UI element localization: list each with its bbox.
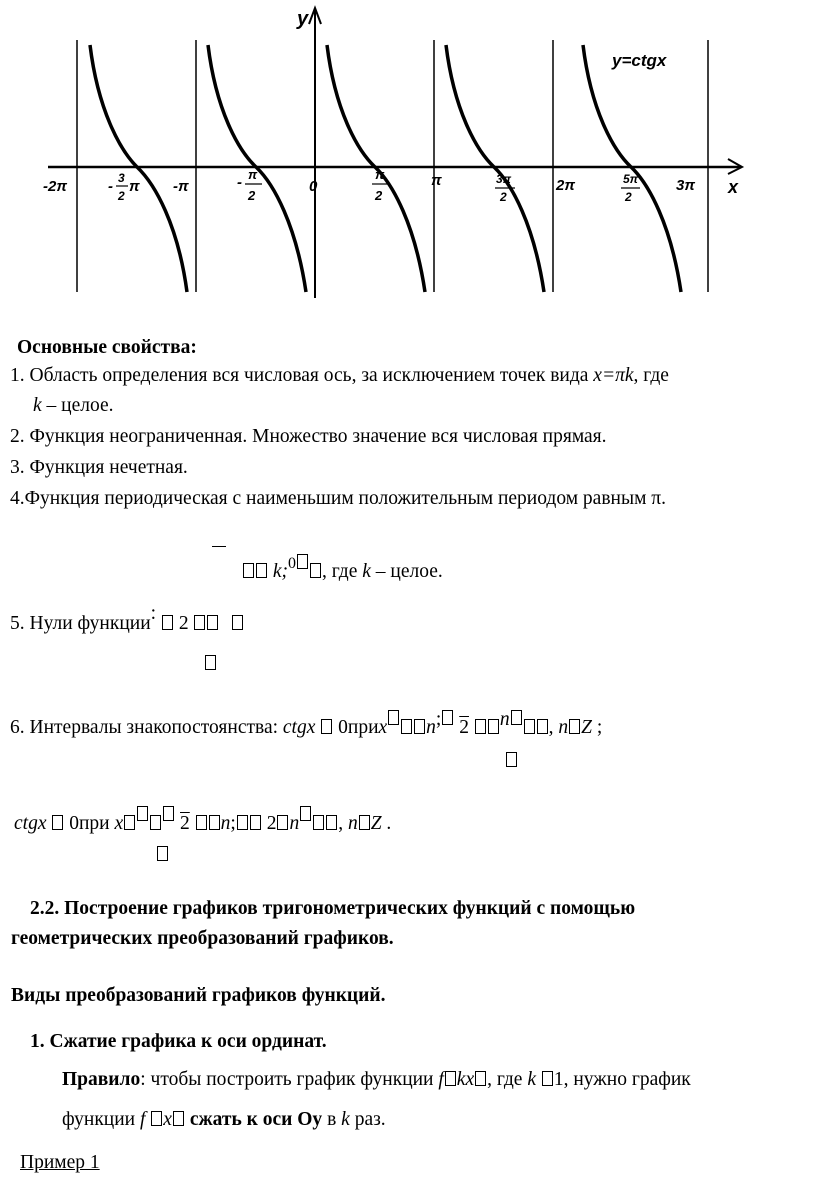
property-5-colon: : bbox=[150, 603, 157, 624]
missing-glyph bbox=[475, 1071, 486, 1086]
formula-tail-k: k bbox=[362, 561, 371, 582]
tick-label: 0 bbox=[309, 178, 318, 195]
missing-glyph bbox=[401, 719, 412, 734]
property-2: 2. Функция неограниченная. Множество значение вся числовая прямая. bbox=[10, 426, 607, 447]
property-6-ctgx: ctgx bbox=[282, 717, 316, 738]
y-axis-label: y bbox=[297, 8, 309, 30]
missing-glyph bbox=[52, 815, 63, 830]
property-7-comma: , bbox=[338, 813, 348, 834]
property-7-z: Z bbox=[370, 813, 382, 834]
missing-glyph bbox=[162, 615, 173, 630]
rule-text-c: , нужно график bbox=[563, 1069, 691, 1090]
missing-glyph bbox=[297, 554, 308, 569]
property-5-sub bbox=[204, 655, 217, 674]
rule2-text: функции bbox=[62, 1109, 140, 1130]
missing-glyph bbox=[569, 719, 580, 734]
property-1-text: 1. Область определения вся числовая ось, за исключением точек вида bbox=[10, 365, 594, 386]
transformations-heading: Виды преобразований графиков функций. bbox=[11, 985, 386, 1006]
property-7-n: n bbox=[220, 813, 231, 834]
missing-glyph bbox=[232, 615, 243, 630]
rule2-bold: сжать к оси Оу bbox=[184, 1109, 323, 1130]
missing-glyph bbox=[326, 815, 337, 830]
section-2-heading-line2: геометрических преобразований графиков. bbox=[11, 928, 394, 949]
property-1-continuation-text: – целое. bbox=[41, 395, 114, 416]
formula-bar bbox=[212, 546, 226, 547]
rule-label: Правило bbox=[62, 1069, 141, 1090]
tick-label: π bbox=[248, 167, 258, 182]
tick-label: - bbox=[108, 178, 113, 195]
missing-glyph bbox=[243, 563, 254, 578]
tick-label: 3π bbox=[496, 172, 512, 186]
property-4: 4.Функция периодическая с наименьшим положительным периодом равным π. bbox=[10, 488, 667, 509]
rule-line-1 bbox=[62, 1068, 691, 1092]
property-1-text-end: , где bbox=[633, 365, 669, 386]
property-5-text: 5. Нули функции bbox=[10, 613, 151, 634]
missing-glyph bbox=[442, 710, 453, 725]
formula-tail-end: – целое. bbox=[370, 561, 443, 582]
property-6-a: 0при bbox=[338, 717, 379, 738]
property-7-nz: n bbox=[347, 813, 358, 834]
missing-glyph bbox=[205, 655, 216, 670]
rule-text: : чтобы построить график функции bbox=[140, 1069, 439, 1090]
missing-glyph bbox=[137, 806, 148, 821]
property-6-two: 2 bbox=[459, 717, 469, 738]
formula-tail: , где bbox=[322, 561, 363, 582]
property-6-end: ; bbox=[591, 717, 603, 738]
tick-label: 2 bbox=[625, 190, 632, 204]
property-7-two: 2 bbox=[180, 813, 190, 834]
example-1-label: Пример 1 bbox=[20, 1152, 100, 1173]
missing-glyph bbox=[488, 719, 499, 734]
function-label: y=ctgx bbox=[612, 51, 667, 70]
missing-glyph bbox=[124, 815, 135, 830]
formula-zero: 0 bbox=[288, 555, 297, 572]
property-7 bbox=[14, 806, 391, 836]
missing-glyph bbox=[250, 815, 261, 830]
property-7-x: x bbox=[114, 813, 124, 834]
property-7-semi: ; bbox=[230, 813, 236, 834]
property-1-continuation bbox=[33, 394, 114, 418]
tick-label: 5π bbox=[623, 172, 639, 186]
missing-glyph bbox=[173, 1111, 184, 1126]
tick-label: -π bbox=[173, 178, 189, 195]
tick-label: π bbox=[431, 172, 442, 189]
property-3: 3. Функция нечетная. bbox=[10, 457, 188, 478]
cotangent-curves bbox=[90, 45, 681, 292]
missing-glyph bbox=[321, 719, 332, 734]
rule2-x: x bbox=[163, 1109, 172, 1130]
property-6-semi: ; bbox=[435, 709, 442, 730]
property-6-text: 6. Интервалы знакопостоянства: bbox=[10, 717, 283, 738]
tick-label: π bbox=[375, 167, 385, 182]
property-6 bbox=[10, 708, 602, 740]
missing-glyph bbox=[313, 815, 324, 830]
property-7-end: . bbox=[381, 813, 392, 834]
tick-label: 2π bbox=[556, 177, 576, 194]
missing-glyph bbox=[542, 1071, 553, 1086]
missing-glyph bbox=[196, 815, 207, 830]
property-6-n: n bbox=[426, 717, 436, 738]
property-5-two: 2 bbox=[178, 613, 189, 634]
tick-label: 3 bbox=[118, 171, 125, 185]
missing-glyph bbox=[359, 815, 370, 830]
missing-glyph bbox=[194, 615, 205, 630]
missing-glyph bbox=[506, 752, 517, 767]
x-axis-label: x bbox=[728, 177, 739, 197]
property-6-comma: , bbox=[548, 717, 559, 738]
missing-glyph bbox=[150, 815, 161, 830]
section-2-heading: 2.2. Построение графиков тригонометрических функций с помощью bbox=[30, 898, 636, 919]
missing-glyph bbox=[163, 806, 174, 821]
property-1-formula: x=πk bbox=[593, 365, 634, 386]
property-6-x: x bbox=[378, 717, 388, 738]
property-1 bbox=[10, 364, 669, 388]
missing-glyph bbox=[537, 719, 548, 734]
missing-glyph bbox=[511, 710, 522, 725]
rule2-k: k bbox=[341, 1109, 350, 1130]
rule-kx: kx bbox=[456, 1069, 475, 1090]
missing-glyph bbox=[256, 563, 267, 578]
missing-glyph bbox=[300, 806, 311, 821]
missing-glyph bbox=[237, 815, 248, 830]
missing-glyph bbox=[157, 846, 168, 861]
missing-glyph bbox=[310, 563, 321, 578]
missing-glyph bbox=[475, 719, 486, 734]
property-6-nz: n bbox=[558, 717, 569, 738]
missing-glyph bbox=[445, 1071, 456, 1086]
property-6-z: Z bbox=[581, 717, 592, 738]
rule-f: f bbox=[438, 1069, 444, 1090]
property-7-sub bbox=[156, 846, 169, 865]
property-7-two2: 2 bbox=[266, 813, 277, 834]
property-6-n2: n bbox=[499, 709, 510, 730]
tick-label: 2 bbox=[500, 190, 507, 204]
tick-label: 2 bbox=[375, 188, 383, 203]
example-1 bbox=[20, 1151, 100, 1175]
rule-k: k bbox=[527, 1069, 536, 1090]
item-1-heading: 1. Сжатие графика к оси ординат. bbox=[30, 1031, 327, 1052]
missing-glyph bbox=[277, 815, 288, 830]
tick-label: 2 bbox=[248, 188, 256, 203]
missing-glyph bbox=[209, 815, 220, 830]
tick-label: 3π bbox=[676, 177, 696, 194]
rule2-text-c: раз. bbox=[349, 1109, 386, 1130]
rule2-text-b: в bbox=[322, 1109, 342, 1130]
properties-heading: Основные свойства: bbox=[17, 337, 197, 358]
property-7-n2: n bbox=[289, 813, 300, 834]
property-6-sub bbox=[505, 752, 518, 771]
cotangent-graph bbox=[40, 0, 760, 300]
rule-one: 1 bbox=[553, 1069, 564, 1090]
rule-line-2 bbox=[62, 1108, 386, 1132]
tick-label: π bbox=[129, 178, 140, 195]
property-5 bbox=[10, 602, 244, 636]
missing-glyph bbox=[151, 1111, 162, 1126]
missing-glyph bbox=[388, 710, 399, 725]
period-formula bbox=[242, 552, 443, 584]
property-7-a: 0при bbox=[69, 813, 115, 834]
tick-label: - bbox=[237, 174, 242, 191]
missing-glyph bbox=[207, 615, 218, 630]
tick-label: -2π bbox=[43, 178, 68, 195]
missing-glyph bbox=[524, 719, 535, 734]
rule2-f: f bbox=[140, 1109, 146, 1130]
rule-text-b: , где bbox=[487, 1069, 528, 1090]
missing-glyph bbox=[414, 719, 425, 734]
property-1-k: k bbox=[33, 395, 42, 416]
tick-label: 2 bbox=[118, 189, 125, 203]
property-7-ctgx: ctgx bbox=[14, 813, 47, 834]
formula-k: k; bbox=[272, 561, 289, 582]
